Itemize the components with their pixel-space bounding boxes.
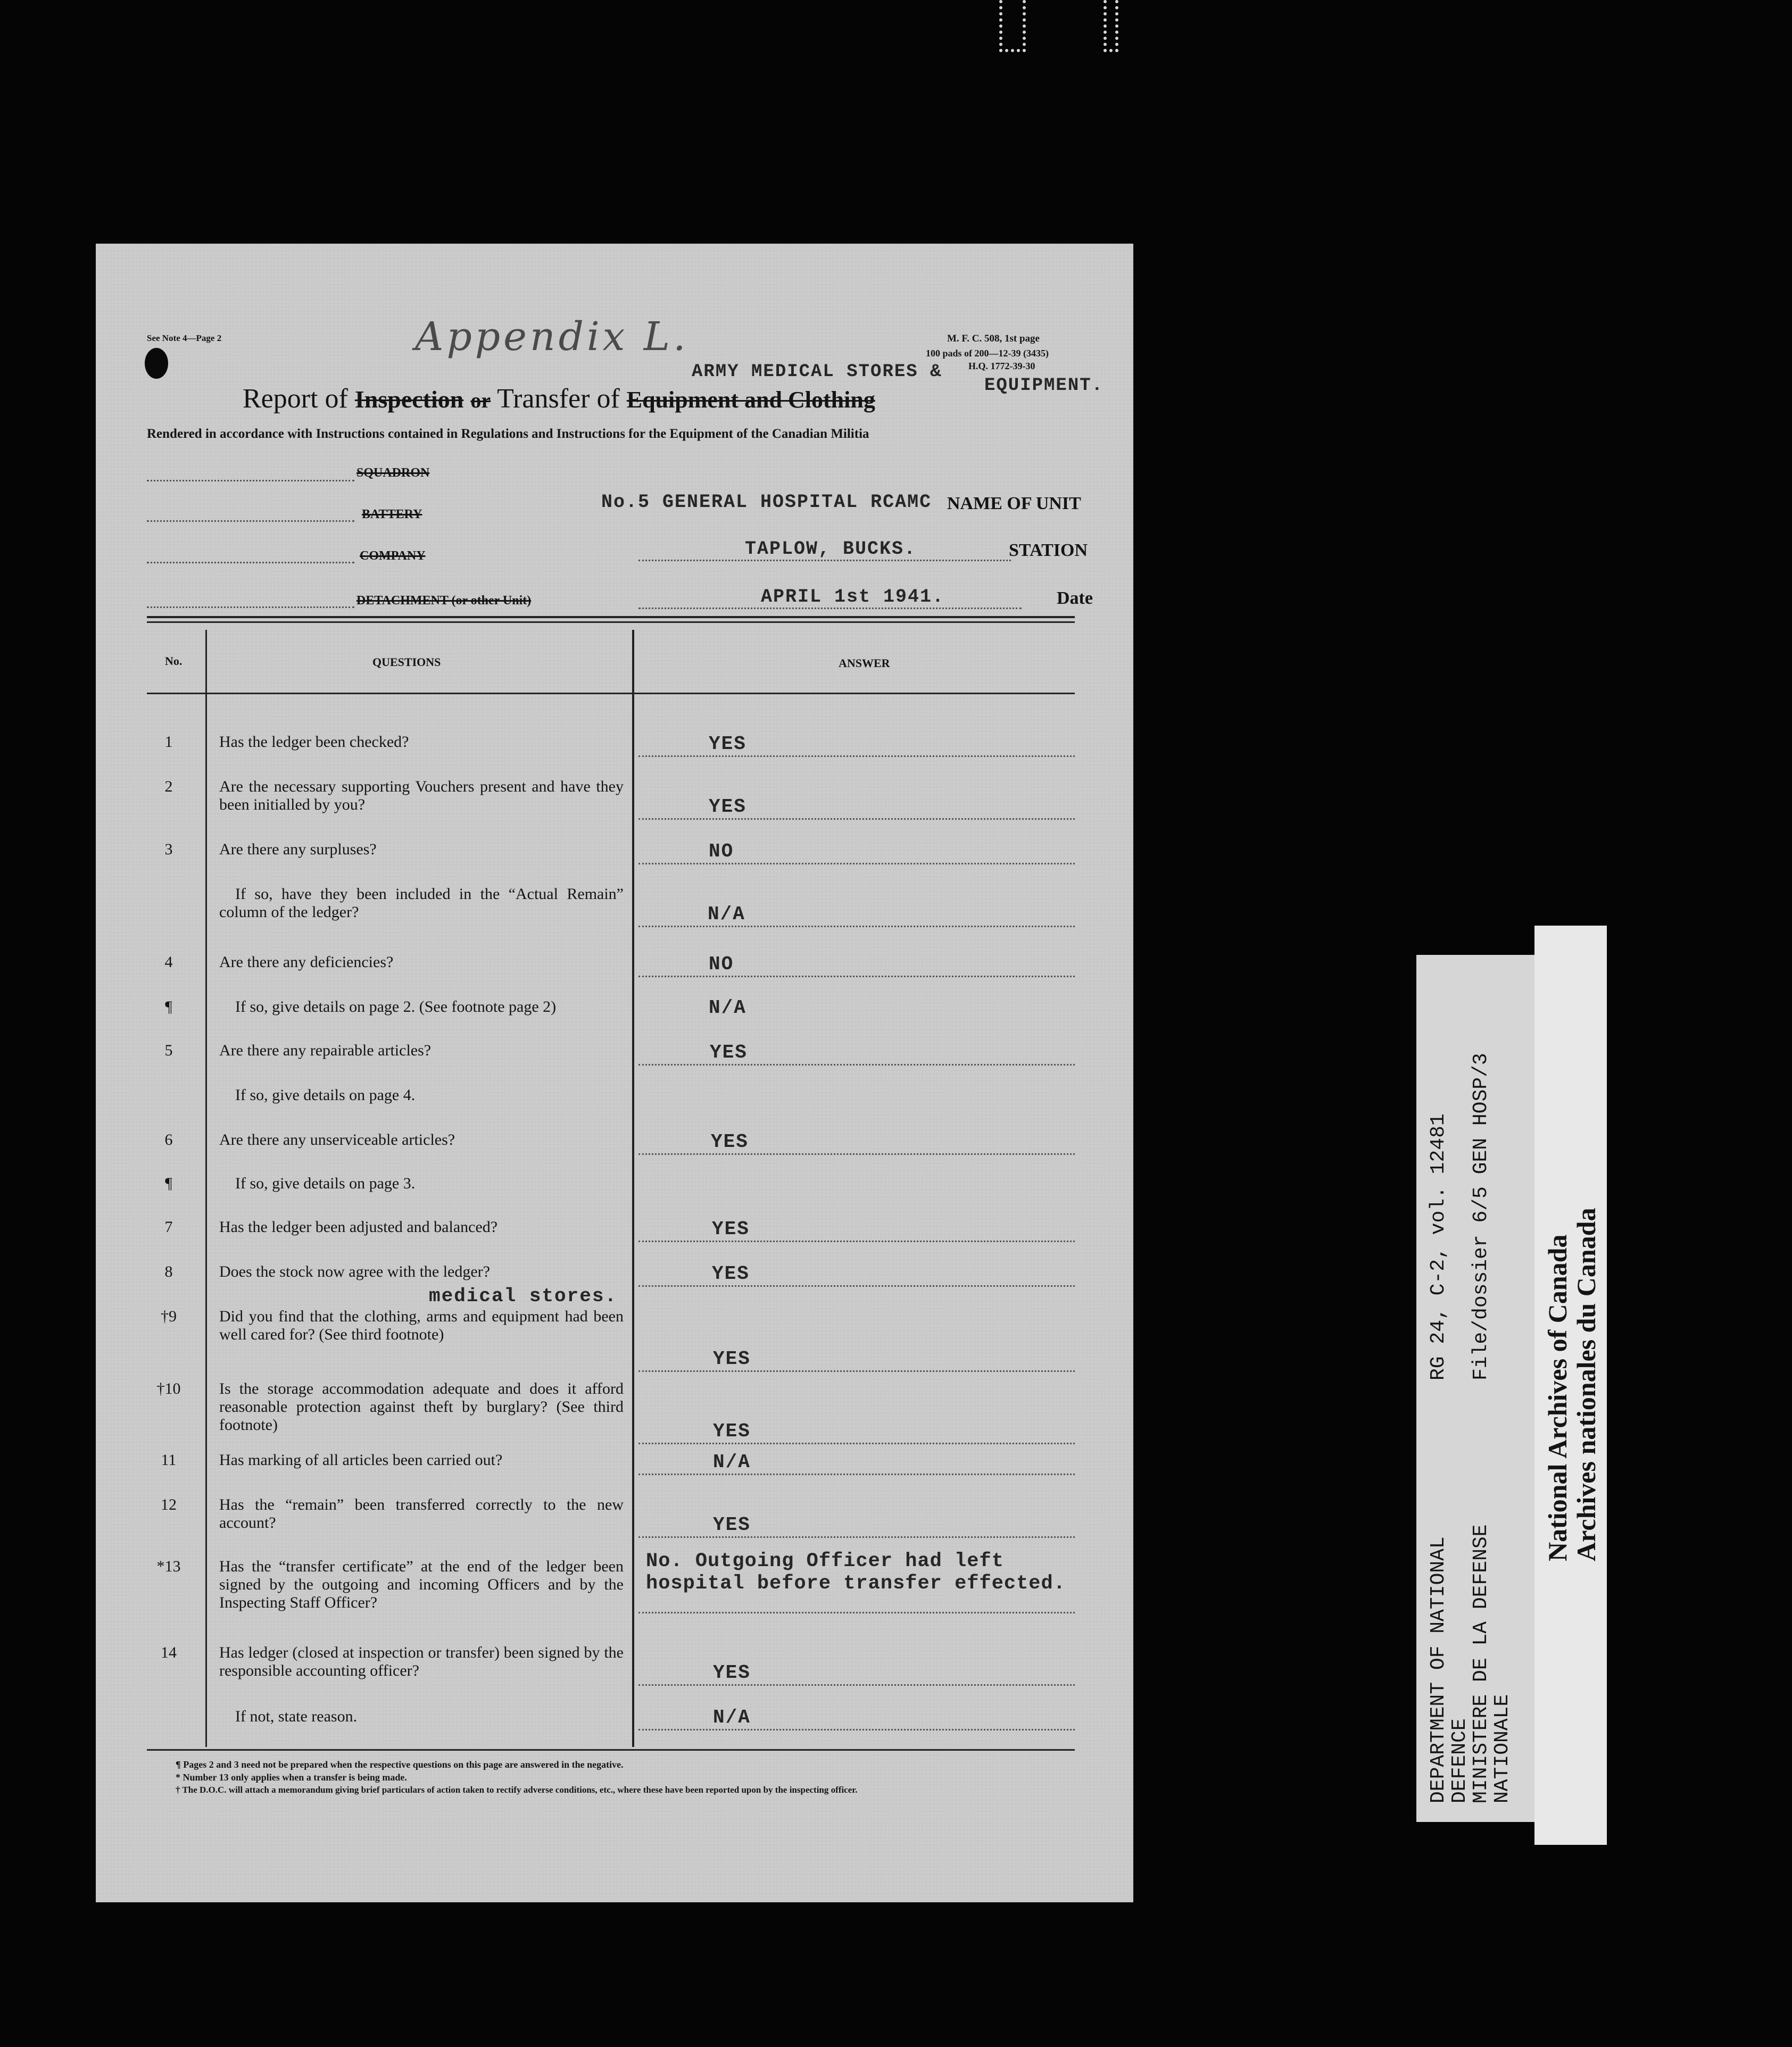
answer-line (638, 1684, 1075, 1686)
date-value: APRIL 1st 1941. (761, 586, 945, 608)
archive-label-line-2: Archives nationales du Canada (1571, 1208, 1601, 1561)
station-line (638, 560, 1011, 561)
question-text: If so, have they been included in the “Actual Remain” column of the ledger? (219, 885, 624, 921)
answer-value: No. Outgoing Officer had left hospital before transfer effected. (646, 1550, 1066, 1595)
answer-value: YES (709, 733, 746, 755)
footnote-1: ¶ Pages 2 and 3 need not be prepared when the respective questions on this page are answered in the negative. (176, 1759, 624, 1770)
frame-mark-left (999, 0, 1026, 52)
answer-value: N/A (709, 997, 746, 1019)
answer-value: NO (709, 953, 734, 975)
question-text: Does the stock now agree with the ledger? (219, 1263, 490, 1280)
question-text: If so, give details on page 3. (235, 1175, 416, 1192)
typed-header-line-2: EQUIPMENT. (984, 376, 1104, 396)
see-note: See Note 4—Page 2 (147, 333, 222, 343)
typed-header-line-1: ARMY MEDICAL STORES & (692, 362, 942, 382)
answer-line (638, 976, 1075, 977)
answer-value: NO (709, 841, 734, 862)
answer-line (638, 1370, 1075, 1372)
form-number: M. F. C. 508, 1st page (947, 333, 1040, 344)
answer-line (638, 1474, 1075, 1475)
unit-name-value: No.5 GENERAL HOSPITAL RCAMC (601, 492, 932, 513)
hq-line: H.Q. 1772-39-30 (968, 361, 1035, 371)
question-text: Are there any deficiencies? (219, 953, 394, 971)
question-text: Has the “remain” been transferred correctly to the new account? (219, 1496, 624, 1532)
answer-value: YES (710, 1042, 748, 1063)
battery-line (147, 520, 354, 522)
frame-mark-right (1104, 0, 1118, 52)
answer-line (638, 755, 1075, 757)
handwritten-annotation: Appendix L. (415, 314, 689, 360)
answer-line (638, 1153, 1075, 1155)
row-no: 11 (161, 1451, 177, 1469)
document-sheet (96, 244, 1133, 1902)
date-label: Date (1057, 588, 1093, 608)
table-header-rule (147, 693, 1075, 694)
row-no: †9 (161, 1308, 177, 1325)
answer-value: N/A (713, 1451, 751, 1473)
company-line (147, 562, 354, 563)
detachment-label: DETACHMENT (or other Unit) (356, 594, 532, 608)
answer-value: YES (713, 1514, 751, 1536)
unit-name-label: NAME OF UNIT (947, 494, 1081, 513)
station-label: STATION (1009, 540, 1088, 560)
answer-value: YES (712, 1263, 750, 1285)
col-header-no: No. (165, 654, 182, 668)
answer-line (638, 1729, 1075, 1730)
archive-reference-card (1416, 955, 1534, 1822)
answer-value: YES (713, 1662, 751, 1684)
print-line: 100 pads of 200—12-39 (3435) (926, 348, 1049, 359)
question-text: Are there any surpluses? (219, 841, 377, 858)
answer-line (638, 1241, 1075, 1242)
row-no: ¶ (165, 998, 172, 1016)
answer-line (638, 818, 1075, 820)
answer-line (638, 1285, 1075, 1287)
dept-line-3: MINISTERE DE LA DEFENSE (1470, 1524, 1492, 1803)
row-no: 5 (164, 1042, 173, 1059)
row-no: 8 (164, 1263, 173, 1280)
answer-value: N/A (713, 1707, 751, 1728)
table-col-divider-2 (632, 630, 634, 1747)
question-text: Are the necessary supporting Vouchers present and have they been initialled by you? (219, 778, 624, 813)
question-text: Has the “transfer certificate” at the end of the ledger been signed by the outgoing and incoming Officers and by the Inspecting Staff Officer? (219, 1558, 624, 1611)
row-no: 6 (164, 1131, 173, 1149)
title-transfer-of: Transfer of (497, 384, 620, 414)
dept-line-2: DEFENCE (1448, 1718, 1471, 1803)
table-top-rule (147, 616, 1075, 618)
station-value: TAPLOW, BUCKS. (745, 538, 917, 560)
footnote-2: * Number 13 only applies when a transfer is being made. (176, 1772, 407, 1783)
squadron-label: SQUADRON (356, 466, 430, 480)
question-text: Has ledger (closed at inspection or transfer) been signed by the responsible accounting officer? (219, 1644, 624, 1679)
company-label: COMPANY (360, 549, 426, 563)
title-or: or (470, 388, 491, 412)
dept-line-1: DEPARTMENT OF NATIONAL (1427, 1536, 1450, 1803)
answer-line (638, 1443, 1075, 1444)
question-text: Has marking of all articles been carried out? (219, 1451, 503, 1469)
handwritten-insert: medical stores. (429, 1285, 618, 1307)
question-text: Has the ledger been checked? (219, 733, 409, 751)
answer-line (638, 926, 1075, 927)
date-line (638, 608, 1022, 609)
archive-label-line-1: National Archives of Canada (1542, 1234, 1572, 1561)
answer-value: YES (712, 1218, 750, 1240)
form-title (243, 383, 875, 414)
answer-value: YES (711, 1131, 749, 1153)
row-no: 12 (161, 1496, 177, 1513)
question-text: Is the storage accommodation adequate and does it afford reasonable protection against theft by burglary? (See third footnote) (219, 1380, 624, 1434)
col-header-answer: ANSWER (839, 656, 890, 670)
punch-hole (145, 348, 168, 379)
title-report-of: Report of (243, 384, 348, 414)
form-subtitle: Rendered in accordance with Instructions contained in Regulations and Instructions for the Equipment of the Canadian Militia (147, 427, 869, 441)
question-text: Has the ledger been adjusted and balanced? (219, 1218, 498, 1236)
row-no: 3 (164, 841, 173, 858)
answer-line (638, 863, 1075, 864)
question-text: Did you find that the clothing, arms and equipment had been well cared for? (See third footnote) (219, 1308, 624, 1343)
row-no: ¶ (165, 1175, 172, 1192)
question-text: Are there any repairable articles? (219, 1042, 432, 1059)
answer-value: YES (713, 1348, 751, 1370)
row-no: 4 (164, 953, 173, 971)
answer-line (638, 1064, 1075, 1066)
footnote-rule (147, 1749, 1075, 1751)
answer-line (638, 1612, 1075, 1613)
footnote-3: † The D.O.C. will attach a memorandum giving brief particulars of action taken to rectify adverse conditions, etc., where these have been reported upon by the inspecting officer. (176, 1785, 858, 1795)
row-no: 2 (164, 778, 173, 795)
rg-reference: RG 24, C-2, vol. 12481 (1427, 1113, 1450, 1380)
row-no: 7 (164, 1218, 173, 1236)
question-text: Are there any unserviceable articles? (219, 1131, 455, 1149)
title-struck-inspection: Inspection (354, 386, 464, 413)
answer-value: N/A (708, 903, 745, 925)
table-top-rule-2 (147, 621, 1075, 623)
question-text: If not, state reason. (235, 1708, 358, 1725)
row-no: *13 (156, 1558, 181, 1575)
file-reference: File/dossier 6/5 GEN HOSP/3 (1470, 1053, 1492, 1380)
table-col-divider-1 (205, 630, 207, 1747)
dept-line-4: NATIONALE (1491, 1694, 1514, 1803)
detachment-line (147, 606, 354, 608)
question-text: If so, give details on page 4. (235, 1086, 416, 1104)
title-struck-equipment: Equipment and Clothing (626, 387, 875, 413)
row-no: 14 (161, 1644, 177, 1661)
row-no: †10 (156, 1380, 181, 1397)
answer-value: YES (709, 796, 746, 818)
archive-label-strip (1534, 926, 1607, 1845)
squadron-line (147, 480, 354, 481)
col-header-questions: QUESTIONS (372, 655, 441, 669)
answer-line (638, 1536, 1075, 1538)
row-no: 1 (164, 733, 173, 751)
question-text: If so, give details on page 2. (See footnote page 2) (235, 998, 557, 1016)
battery-label: BATTERY (362, 507, 422, 521)
answer-value: YES (713, 1420, 751, 1442)
